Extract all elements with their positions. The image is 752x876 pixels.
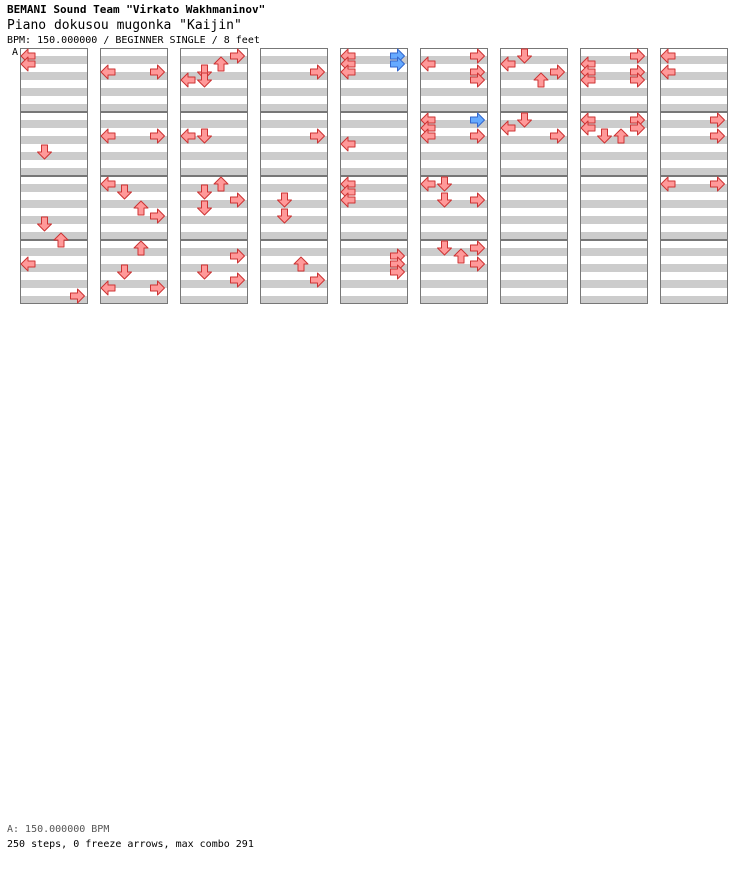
beat-stripe: [500, 216, 568, 224]
beat-stripe: [420, 104, 488, 112]
beat-stripe: [260, 264, 328, 272]
beat-stripe: [500, 296, 568, 304]
beat-stripe: [100, 264, 168, 272]
beat-stripe: [580, 136, 648, 144]
beat-stripe: [580, 280, 648, 288]
beat-stripe: [660, 168, 728, 176]
beat-stripe: [260, 104, 328, 112]
beat-stripe: [420, 168, 488, 176]
beat-stripe: [580, 216, 648, 224]
beat-stripe: [20, 280, 88, 288]
beat-stripe: [580, 184, 648, 192]
beat-stripe: [660, 152, 728, 160]
beat-stripe: [20, 120, 88, 128]
beat-stripe: [260, 56, 328, 64]
beat-stripe: [20, 104, 88, 112]
beat-stripe: [100, 104, 168, 112]
beat-stripe: [260, 216, 328, 224]
beat-stripe: [660, 216, 728, 224]
beat-stripe: [180, 216, 248, 224]
beat-stripe: [260, 184, 328, 192]
beat-stripe: [340, 232, 408, 240]
beat-stripe: [340, 168, 408, 176]
beat-stripe: [100, 168, 168, 176]
beat-stripe: [580, 88, 648, 96]
beat-stripe: [180, 232, 248, 240]
beat-stripe: [500, 200, 568, 208]
beat-stripe: [340, 104, 408, 112]
bpm-summary: A: 150.000000 BPM: [7, 824, 110, 835]
beat-stripe: [500, 264, 568, 272]
beat-stripe: [500, 232, 568, 240]
beat-stripe: [260, 120, 328, 128]
beat-stripe: [660, 88, 728, 96]
beat-stripe: [660, 104, 728, 112]
beat-stripe: [580, 200, 648, 208]
beat-stripe: [500, 248, 568, 256]
beat-stripe: [260, 248, 328, 256]
beat-stripe: [580, 152, 648, 160]
beat-stripe: [660, 232, 728, 240]
beat-stripe: [20, 248, 88, 256]
beat-stripe: [180, 168, 248, 176]
beat-stripe: [660, 280, 728, 288]
beat-stripe: [20, 72, 88, 80]
beat-stripe: [100, 248, 168, 256]
beat-stripe: [20, 184, 88, 192]
beat-stripe: [180, 152, 248, 160]
beat-stripe: [580, 264, 648, 272]
artist-line: BEMANI Sound Team "Virkato Wakhmaninov": [7, 3, 266, 16]
beat-stripe: [580, 168, 648, 176]
beat-stripe: [260, 232, 328, 240]
beat-stripe: [580, 296, 648, 304]
beat-stripe: [500, 168, 568, 176]
chart-meta: BPM: 150.000000 / BEGINNER SINGLE / 8 feet: [7, 35, 260, 46]
beat-stripe: [100, 200, 168, 208]
beat-stripe: [340, 280, 408, 288]
beat-stripe: [660, 200, 728, 208]
beat-stripe: [420, 280, 488, 288]
chart-column: [660, 48, 728, 304]
beat-stripe: [20, 152, 88, 160]
beat-stripe: [100, 88, 168, 96]
beat-stripe: [660, 296, 728, 304]
beat-stripe: [100, 152, 168, 160]
chart-column: [500, 48, 568, 304]
beat-stripe: [260, 168, 328, 176]
beat-stripe: [660, 264, 728, 272]
beat-stripe: [260, 152, 328, 160]
beat-stripe: [260, 88, 328, 96]
beat-stripe: [20, 200, 88, 208]
beat-stripe: [420, 152, 488, 160]
beat-stripe: [180, 88, 248, 96]
beat-stripe: [500, 184, 568, 192]
beat-stripe: [580, 232, 648, 240]
chart-column: [260, 48, 328, 304]
beat-stripe: [180, 184, 248, 192]
beat-stripe: [100, 120, 168, 128]
beat-stripe: [500, 104, 568, 112]
beat-stripe: [100, 56, 168, 64]
beat-stripe: [340, 216, 408, 224]
beat-stripe: [500, 152, 568, 160]
beat-stripe: [100, 232, 168, 240]
step-stats: 250 steps, 0 freeze arrows, max combo 291: [7, 839, 254, 850]
bpm-marker-label: A: [12, 47, 19, 58]
beat-stripe: [420, 296, 488, 304]
beat-stripe: [580, 248, 648, 256]
beat-stripe: [340, 296, 408, 304]
song-title: Piano dokusou mugonka "Kaijin": [7, 18, 242, 33]
beat-stripe: [420, 232, 488, 240]
beat-stripe: [180, 296, 248, 304]
chart-column: [100, 48, 168, 304]
beat-stripe: [500, 88, 568, 96]
beat-stripe: [420, 216, 488, 224]
beat-stripe: [340, 152, 408, 160]
beat-stripe: [260, 200, 328, 208]
beat-stripe: [260, 296, 328, 304]
beat-stripe: [20, 216, 88, 224]
chart-column: [180, 48, 248, 304]
beat-stripe: [180, 264, 248, 272]
beat-stripe: [20, 232, 88, 240]
beat-stripe: [660, 248, 728, 256]
beat-stripe: [580, 104, 648, 112]
beat-stripe: [180, 120, 248, 128]
beat-stripe: [340, 88, 408, 96]
beat-stripe: [420, 88, 488, 96]
beat-stripe: [20, 88, 88, 96]
beat-stripe: [20, 136, 88, 144]
beat-stripe: [500, 280, 568, 288]
beat-stripe: [180, 104, 248, 112]
beat-stripe: [340, 120, 408, 128]
beat-stripe: [100, 296, 168, 304]
beat-stripe: [20, 168, 88, 176]
